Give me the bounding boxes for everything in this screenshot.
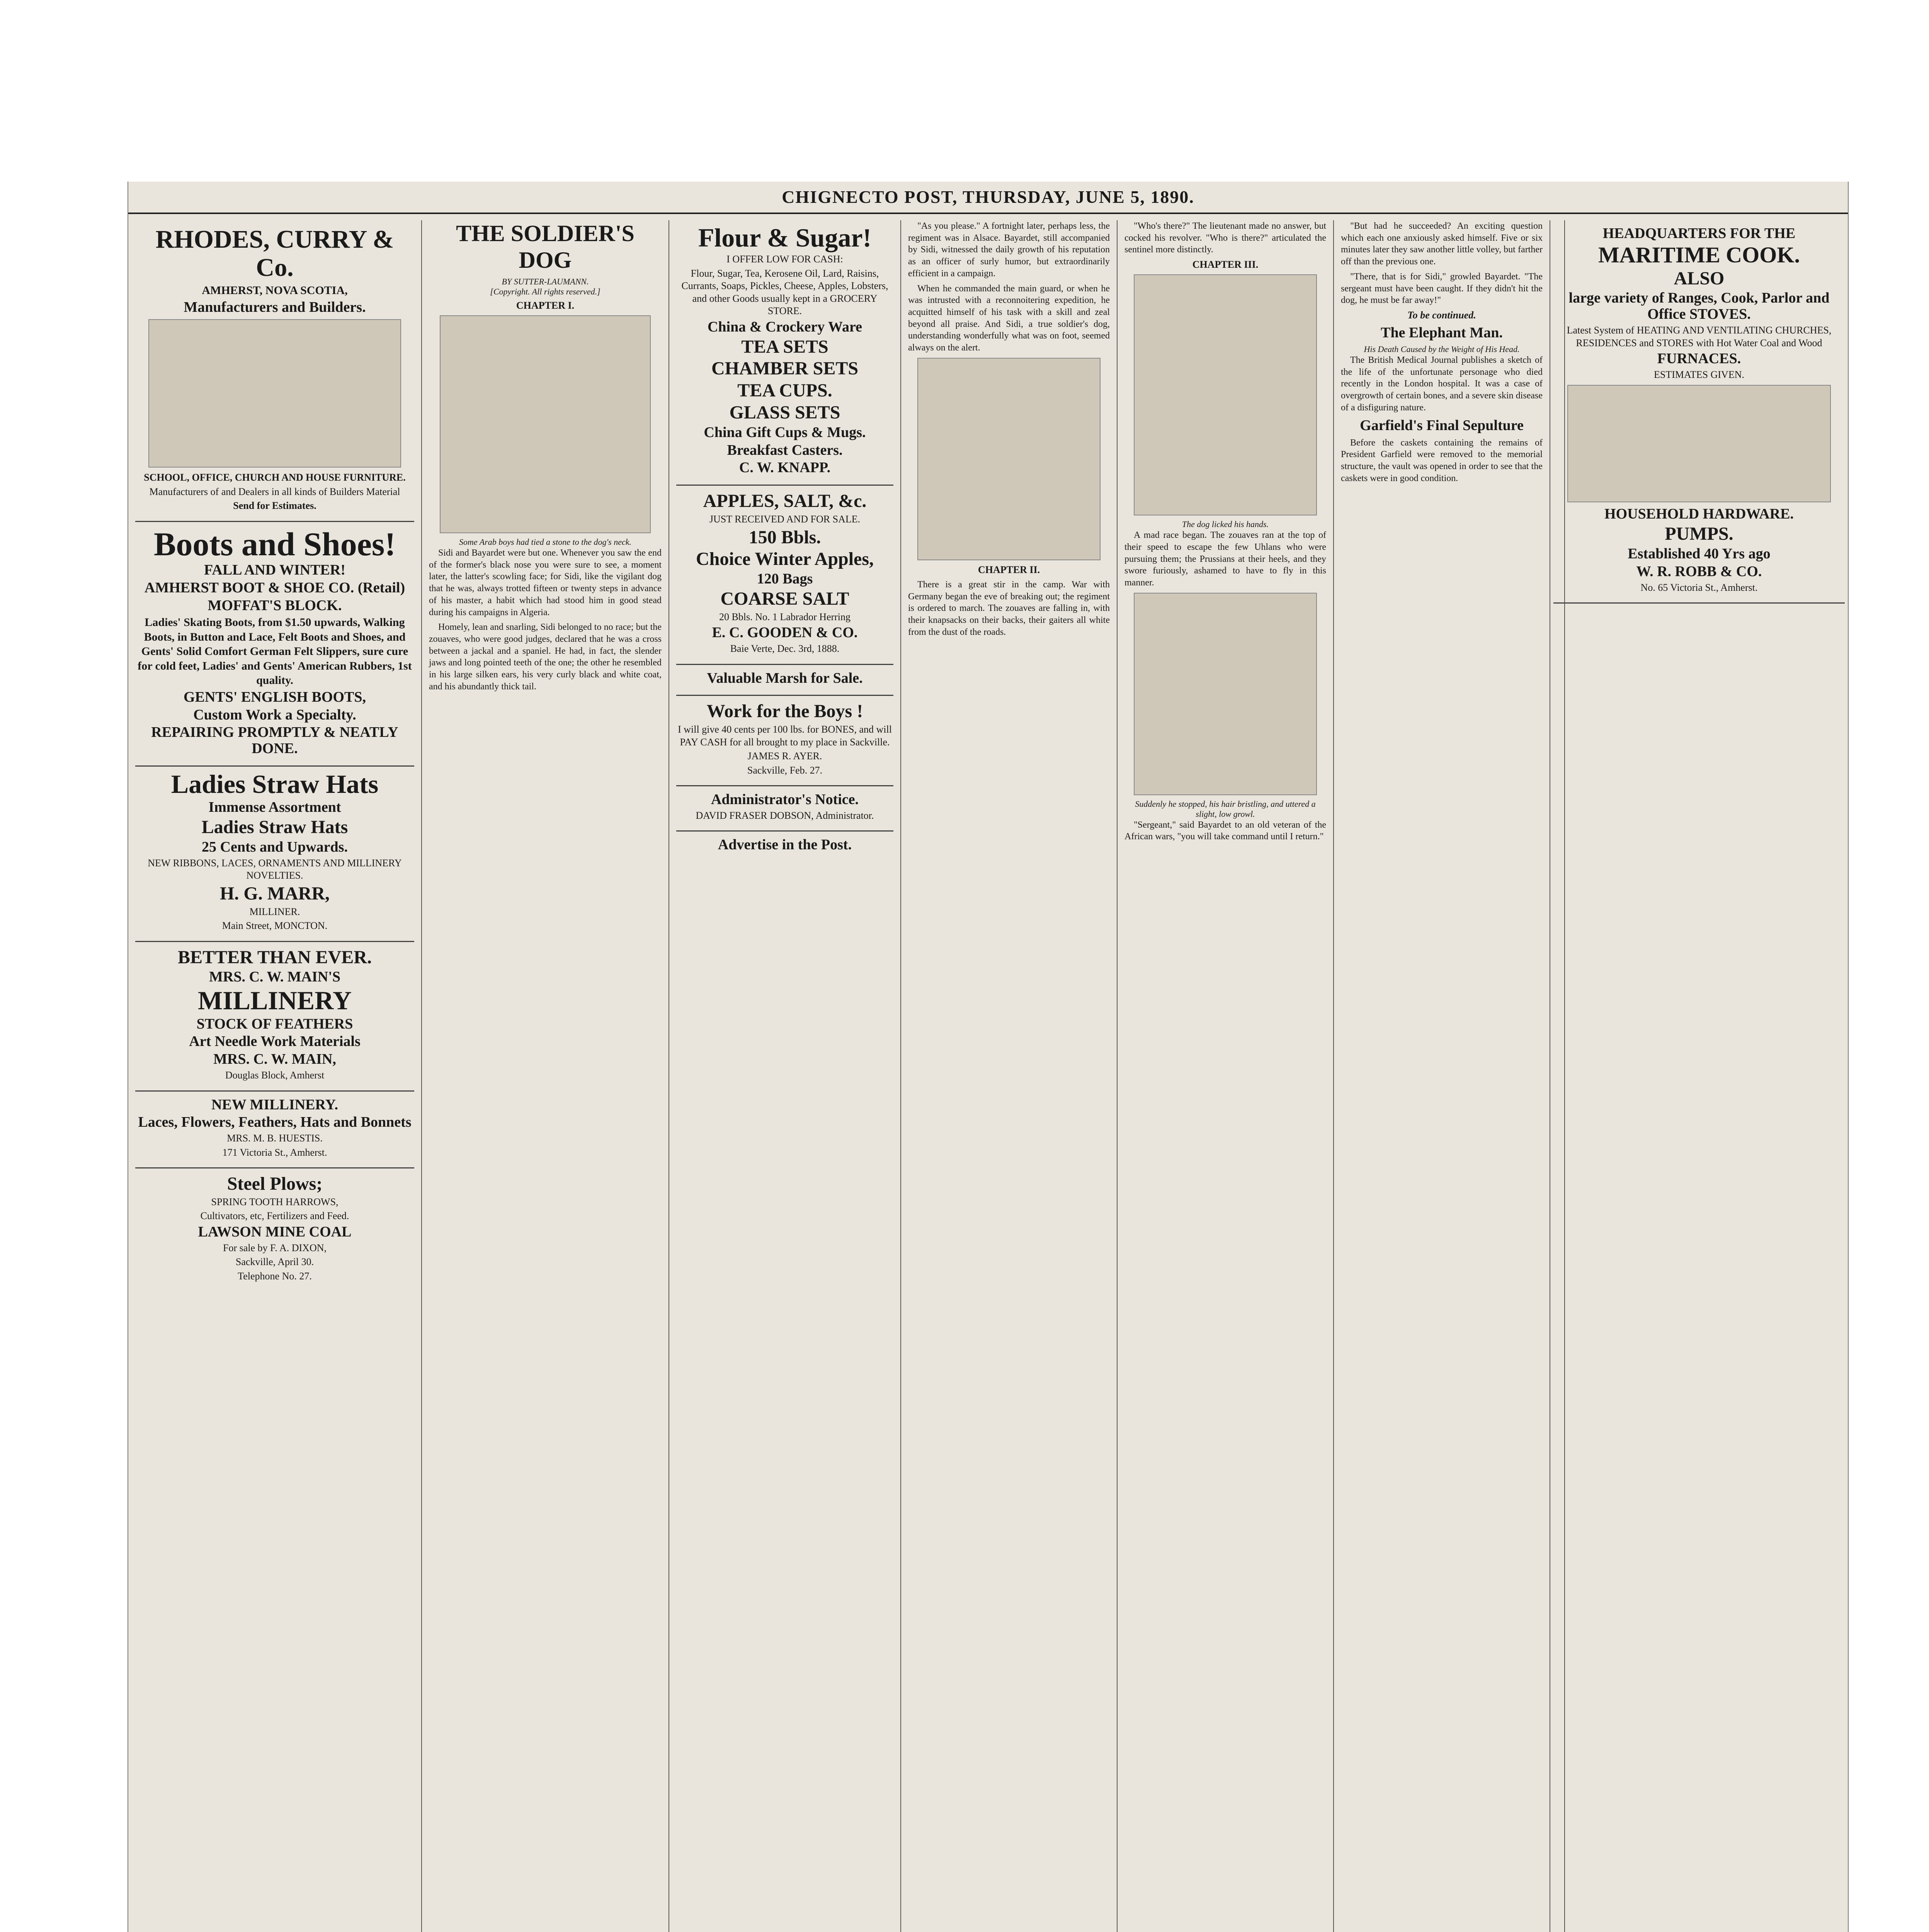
ad-place: Sackville, April 30.: [235, 1256, 314, 1268]
ad-addr: No. 65 Victoria St., Amherst.: [1640, 582, 1758, 593]
ad-lead: JUST RECEIVED AND FOR SALE.: [709, 514, 861, 525]
ad-title: Valuable Marsh for Sale.: [707, 670, 863, 686]
ad-title: MARITIME COOK.: [1598, 242, 1800, 267]
ad-also: ALSO: [1674, 268, 1725, 289]
story-chapter: CHAPTER I.: [516, 300, 575, 311]
story-chapter-three: [1124, 220, 1326, 843]
ad-rhodes-curry: [135, 220, 414, 522]
column-3: [901, 220, 1118, 1932]
ad-bags: 120 Bags: [757, 571, 813, 587]
ad-title: APPLES, SALT, &c.: [703, 491, 867, 512]
ad-body: I will give 40 cents per 100 lbs. for BONES, and will PAY CASH for all brought to my place in Sackville.: [678, 724, 892, 748]
ad-bbls: 150 Bbls.: [748, 527, 821, 548]
article-paragraph: The British Medical Journal publishes a sketch of the life of the unfortunate personage who died recently in the London hospital. It was a case of overgrowth of certain bones, and a severe skin disease of a disfiguring nature.: [1341, 355, 1543, 413]
ad-tel: Telephone No. 27.: [238, 1270, 312, 1282]
ad-marsh: [676, 665, 893, 696]
story-end: [1341, 220, 1543, 485]
ad-cups: TEA CUPS.: [737, 380, 832, 401]
ad-body: Ladies' Skating Boots, from $1.50 upwards, Walking Boots, in Button and Lace, Felt Boots and Shoes, and Gents' Solid Comfort German Felt Slippers, sure cure for cold feet, Ladies' and Gents' American Rubbers, 1st quality.: [138, 616, 412, 687]
ad-title: BETTER THAN EVER.: [178, 947, 372, 968]
ad-robb: W. R. ROBB & CO.: [1636, 563, 1762, 580]
ad-salt: COARSE SALT: [720, 588, 849, 609]
ad-custom: Custom Work a Specialty.: [193, 706, 356, 723]
ad-coal: LAWSON MINE COAL: [198, 1223, 352, 1240]
ad-apples-salt: [676, 486, 893, 665]
story-byline: BY SUTTER-LAUMANN.: [502, 277, 589, 286]
ad-gift: China Gift Cups & Mugs.: [704, 424, 866, 440]
ad-range: large variety of Ranges, Cook, Parlor and Office STOVES.: [1568, 290, 1830, 323]
ad-products: SCHOOL, OFFICE, CHURCH AND HOUSE FURNITURE.: [144, 472, 406, 483]
ad-flour-sugar: [676, 220, 893, 486]
ad-repair: REPAIRING PROMPTLY & NEATLY DONE.: [151, 724, 398, 757]
ad-sig: MRS. C. W. MAIN,: [213, 1051, 336, 1068]
ad-boots-shoes: [135, 522, 414, 767]
ad-title: Administrator's Notice.: [711, 791, 859, 808]
ad-items: Cultivators, etc, Fertilizers and Feed.: [200, 1210, 349, 1222]
ad-maritime-cook: [1553, 220, 1845, 604]
ad-breakfast: Breakfast Casters.: [727, 442, 843, 458]
story-soldiers-dog: [429, 220, 662, 693]
ad-sig: DAVID FRASER DOBSON, Administrator.: [696, 810, 874, 821]
ad-top: HEADQUARTERS FOR THE: [1602, 225, 1796, 242]
ad-title: Flour & Sugar!: [698, 223, 872, 252]
ad-sig: JAMES R. AYER.: [747, 750, 822, 762]
ad-feathers: STOCK OF FEATHERS: [196, 1015, 353, 1032]
ad-company: AMHERST BOOT & SHOE CO. (Retail): [144, 579, 405, 596]
soldier-dog-illustration: [917, 358, 1101, 560]
ad-glass: GLASS SETS: [729, 402, 840, 423]
ad-steel-plows: [135, 1168, 414, 1291]
column-6: [1550, 220, 1848, 1932]
ad-place: Sackville, Feb. 27.: [747, 764, 823, 776]
ad-sig: E. C. GOODEN & CO.: [712, 624, 858, 641]
ad-advertise: [676, 832, 893, 862]
article-title: The Elephant Man.: [1381, 325, 1503, 341]
ad-addr: 171 Victoria St., Amherst.: [222, 1146, 327, 1158]
dog-licking-illustration: [1134, 274, 1317, 515]
ad-trade: Manufacturers and Builders.: [184, 299, 366, 315]
ad-date: Baie Verte, Dec. 3rd, 1888.: [730, 643, 840, 655]
ad-title: Work for the Boys !: [706, 701, 863, 722]
ad-sig: C. W. KNAPP.: [739, 459, 831, 476]
ad-china: China & Crockery Ware: [707, 318, 862, 335]
ad-sub: Ladies Straw Hats: [201, 817, 348, 838]
story-paragraph: "There, that is for Sidi," growled Bayardet. "The sergeant must have been caught. If they didn't hit the dog, he must be far away!": [1341, 271, 1543, 306]
story-chapter: CHAPTER II.: [978, 564, 1040, 575]
ad-assort: Immense Assortment: [208, 799, 341, 816]
story-paragraph: Homely, lean and snarling, Sidi belonged to no race; but the zouaves, who were good judges, declared that he was a cross between a jackal and a spaniel. He had, in fact, the slender jaws and long pointed teeth of the one; the other he resembled in his large silken ears, his very curly black and white coat, and his abundantly thick tail.: [429, 622, 662, 692]
story-paragraph: There is a great stir in the camp. War with Germany began the eve of breaking out; the regiment is ordered to march. The zouaves are falling in, with their knapsacks on their backs, their gaiters all white from the dust of the roads.: [908, 579, 1110, 637]
ad-title: Ladies Straw Hats: [171, 769, 379, 799]
story-continued: [908, 220, 1110, 638]
ad-street: Main Street, MONCTON.: [222, 920, 328, 932]
ad-place: AMHERST, NOVA SCOTIA,: [202, 284, 348, 297]
story-paragraph: "But had he succeeded? An exciting question which each one anxiously asked himself. Five or six minutes later they saw another little volley, but farther off than the previous one.: [1341, 221, 1543, 267]
ad-estimates: ESTIMATES GIVEN.: [1654, 369, 1744, 380]
ad-dealer: H. G. MARR,: [220, 883, 330, 904]
ad-household: HOUSEHOLD HARDWARE.: [1604, 506, 1794, 522]
ad-line: Manufacturers of and Dealers in all kinds of Builders Material: [149, 486, 400, 497]
story-continued-note: To be continued.: [1407, 310, 1476, 321]
illustration-caption: Some Arab boys had tied a stone to the dog's neck.: [459, 537, 632, 547]
ad-tea: TEA SETS: [741, 336, 828, 357]
ad-straw-hats: [135, 767, 414, 942]
column-1: [128, 220, 422, 1932]
story-paragraph: Sidi and Bayardet were but one. Whenever you saw the end of the former's black nose you were sure to see, a moment later, the latter's scowling face; for Sidi, like the vigilant dog that he was, always trotted fifteen or twenty steps in advance of his master, a habit which had stood him in good stead during his campaigns in Algeria.: [429, 548, 662, 617]
ad-sale: For sale by F. A. DIXON,: [223, 1242, 327, 1253]
ad-price: 25 Cents and Upwards.: [202, 839, 348, 855]
column-5: [1334, 220, 1550, 1932]
masthead: CHIGNECTO POST, THURSDAY, JUNE 5, 1890.: [128, 182, 1848, 214]
article-subtitle: His Death Caused by the Weight of His Head.: [1364, 344, 1520, 354]
ad-title: Boots and Shoes!: [153, 525, 396, 563]
ad-choice: Choice Winter Apples,: [696, 549, 874, 570]
ad-ribbons: NEW RIBBONS, LACES, ORNAMENTS AND MILLINERY NOVELTIES.: [148, 857, 402, 881]
ad-block: Douglas Block, Amherst: [225, 1070, 325, 1081]
ad-english: GENTS' ENGLISH BOOTS,: [184, 689, 366, 705]
ad-work-boys: [676, 696, 893, 786]
article-title: Garfield's Final Sepulture: [1360, 417, 1524, 434]
column-4: [1118, 220, 1334, 1932]
ad-items: Flour, Sugar, Tea, Kerosene Oil, Lard, Raisins, Currants, Soaps, Pickles, Cheese, Apples, Lobsters, and other Goods usually kept in a GROCERY STORE.: [681, 267, 888, 317]
ad-sig: MRS. M. B. HUESTIS.: [227, 1133, 323, 1144]
story-title: THE SOLDIER'S DOG: [456, 221, 634, 273]
ad-lead: I OFFER LOW FOR CASH:: [726, 253, 843, 265]
ad-dealer-sub: MILLINER.: [249, 906, 300, 917]
ad-administrator: [676, 786, 893, 832]
ad-owner: MRS. C. W. MAIN'S: [209, 969, 340, 985]
ad-heating: Latest System of HEATING AND VENTILATING CHURCHES, RESIDENCES and STORES with Hot Water Coal and Wood: [1567, 325, 1832, 349]
ad-title: Steel Plows;: [227, 1173, 323, 1194]
ad-estimates: Send for Estimates.: [233, 500, 316, 512]
column-2-ads: [669, 220, 901, 1932]
story-paragraph: A mad race began. The zouaves ran at the top of their speed to escape the few Uhlans who were pursuing them; the Prussians at their heels, and they swore furiously, ashamed to have to fly in this manner.: [1124, 530, 1326, 588]
ad-millinery: MILLINERY: [197, 986, 352, 1015]
story-copyright: [Copyright. All rights reserved.]: [490, 287, 600, 296]
ad-sub: SPRING TOOTH HARROWS,: [211, 1196, 339, 1208]
ad-established: Established 40 Yrs ago: [1628, 545, 1771, 562]
arab-boys-illustration: [440, 315, 651, 533]
story-paragraph: "Sergeant," said Bayardet to an old veteran of the African wars, "you will take command until I return.": [1124, 820, 1326, 842]
story-paragraph: "Who's there?" The lieutenant made no answer, but cocked his revolver. "Who is there?" articulated the sentinel more distinctly.: [1124, 221, 1326, 255]
ad-labrador: 20 Bbls. No. 1 Labrador Herring: [719, 611, 851, 622]
ad-chamber: CHAMBER SETS: [711, 358, 859, 379]
newspaper-page: [128, 182, 1849, 1932]
ad-items: Laces, Flowers, Feathers, Hats and Bonnets: [138, 1114, 412, 1131]
illustration-caption: Suddenly he stopped, his hair bristling, and uttered a slight, low growl.: [1135, 799, 1316, 819]
story-paragraph: When he commanded the main guard, or when he was intrusted with a reconnoitering expedition, he acquitted himself of his task with a skill and zeal beyond all praise. And Sidi, a true soldier's dog, understanding wonderfully what was on foot, seemed always on the alert.: [908, 283, 1110, 353]
ad-title: RHODES, CURRY & Co.: [155, 225, 394, 282]
ad-season: FALL AND WINTER!: [204, 561, 345, 578]
article-paragraph: Before the caskets containing the remains of President Garfield were removed to the memorial structure, the vault was opened in order to see that the caskets were in good condition.: [1341, 437, 1543, 483]
ad-art: Art Needle Work Materials: [189, 1033, 361, 1050]
ad-main-millinery: [135, 942, 414, 1092]
ad-furnaces: FURNACES.: [1657, 350, 1741, 367]
story-paragraph: "As you please." A fortnight later, perhaps less, the regiment was in Alsace. Bayardet, still accompanied by Sidi, witnessed the daily growth of his reputation as an officer of surly humor, but extraordinarily efficient in a campaign.: [908, 221, 1110, 279]
ad-block: MOFFAT'S BLOCK.: [208, 597, 342, 614]
illustration-caption: The dog licked his hands.: [1182, 519, 1269, 529]
ad-title: NEW MILLINERY.: [211, 1096, 339, 1113]
dog-growl-illustration: [1134, 593, 1317, 795]
factory-illustration: [148, 319, 401, 468]
stove-illustration: [1567, 385, 1831, 502]
ad-pumps: PUMPS.: [1665, 524, 1733, 544]
column-2: [422, 220, 669, 1932]
ad-title: Advertise in the Post.: [718, 837, 852, 853]
story-chapter: CHAPTER III.: [1192, 259, 1259, 270]
ad-new-millinery: [135, 1092, 414, 1169]
